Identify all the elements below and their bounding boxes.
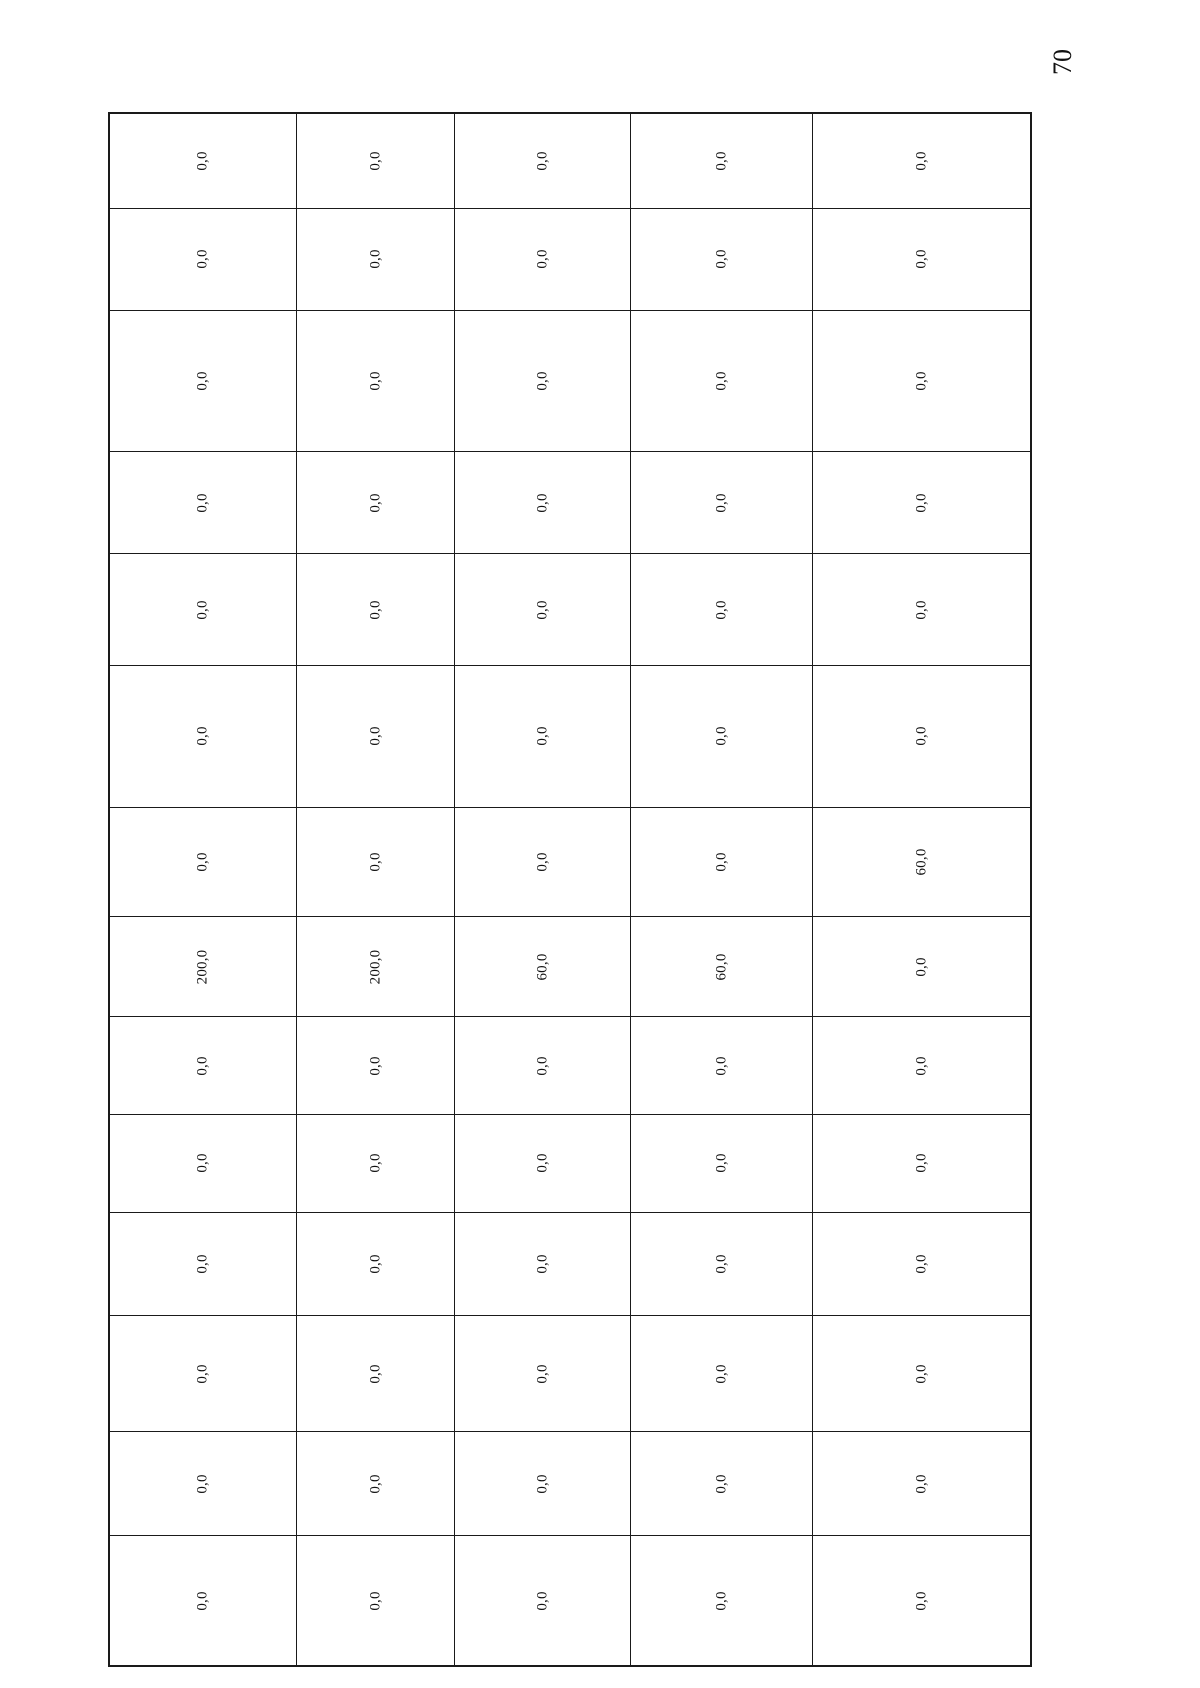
cell-value: 0,0: [534, 371, 550, 391]
table-cell: [631, 1213, 813, 1315]
table-cell: [455, 1536, 631, 1665]
table-cell: [455, 1316, 631, 1432]
table-cell: [813, 1316, 1030, 1432]
cell-value: 0,0: [534, 249, 550, 269]
cell-value: 0,0: [194, 1153, 211, 1174]
table-row: [110, 554, 1030, 666]
table-cell: [297, 554, 455, 665]
table-cell: [110, 1213, 297, 1315]
table-cell: [110, 808, 297, 917]
table-cell: [110, 1316, 297, 1432]
table-row: [110, 1213, 1030, 1316]
cell-value: 0,0: [713, 371, 729, 391]
cell-value: 0,0: [194, 493, 211, 513]
table-cell: [631, 1316, 813, 1432]
cell-value: 0,0: [913, 599, 929, 620]
table-cell: [813, 114, 1030, 208]
table-cell: [297, 209, 455, 310]
table-cell: [297, 1432, 455, 1535]
table-cell: [813, 1213, 1030, 1315]
table-cell: [455, 917, 631, 1016]
cell-value: 0,0: [534, 1590, 550, 1611]
cell-value: 0,0: [534, 1153, 550, 1174]
table-cell: [631, 1017, 813, 1114]
table-cell: [297, 917, 455, 1016]
cell-value: 0,0: [913, 1590, 929, 1611]
cell-value: 0,0: [194, 1055, 211, 1076]
table-cell: [110, 917, 297, 1016]
cell-value: 0,0: [194, 151, 211, 171]
table-cell: [110, 1115, 297, 1212]
cell-value: 0,0: [713, 1474, 729, 1494]
cell-value: 0,0: [194, 371, 211, 391]
cell-value: 0,0: [194, 726, 211, 746]
table-cell: [110, 1017, 297, 1114]
cell-value: 0,0: [713, 1055, 729, 1076]
cell-value: 60,0: [534, 953, 550, 981]
table-cell: [455, 666, 631, 807]
table-cell: [631, 917, 813, 1016]
table-cell: [455, 311, 631, 452]
table-cell: [110, 114, 297, 208]
table-cell: [297, 666, 455, 807]
table-cell: [813, 666, 1030, 807]
cell-value: 0,0: [534, 493, 550, 513]
cell-value: 0,0: [713, 1254, 729, 1274]
table-cell: [813, 917, 1030, 1016]
cell-value: 0,0: [913, 1474, 929, 1494]
cell-value: 0,0: [713, 1153, 729, 1174]
table-cell: [455, 554, 631, 665]
table-cell: [110, 554, 297, 665]
cell-value: 0,0: [913, 249, 929, 269]
data-table: [108, 112, 1032, 1667]
cell-value: 0,0: [194, 1363, 211, 1384]
table-cell: [110, 666, 297, 807]
cell-value: 0,0: [713, 1590, 729, 1611]
cell-value: 60,0: [713, 953, 729, 981]
table-cell: [297, 452, 455, 553]
table-cell: [813, 311, 1030, 452]
cell-value: 0,0: [713, 599, 729, 620]
page-number: 70: [1048, 49, 1077, 75]
table-cell: [455, 209, 631, 310]
cell-value: 0,0: [713, 726, 729, 746]
cell-value: 0,0: [534, 1363, 550, 1384]
cell-value: 0,0: [367, 852, 383, 872]
table-cell: [455, 808, 631, 917]
cell-value: 0,0: [367, 1363, 383, 1384]
table-row: [110, 311, 1030, 453]
table-cell: [813, 452, 1030, 553]
cell-value: 0,0: [194, 1590, 211, 1611]
cell-value: 0,0: [367, 1254, 383, 1274]
table-cell: [110, 1536, 297, 1665]
cell-value: 0,0: [534, 726, 550, 746]
table-cell: [631, 1115, 813, 1212]
table-row: [110, 1536, 1030, 1665]
table-cell: [297, 1115, 455, 1212]
cell-value: 0,0: [367, 1590, 383, 1611]
table-cell: [631, 1536, 813, 1665]
cell-value: 0,0: [713, 493, 729, 513]
table-cell: [813, 808, 1030, 917]
table-cell: [631, 209, 813, 310]
cell-value: 0,0: [194, 249, 211, 269]
table-cell: [631, 808, 813, 917]
cell-value: 0,0: [913, 726, 929, 746]
table-row: [110, 666, 1030, 808]
cell-value: 0,0: [367, 1474, 383, 1494]
table-cell: [631, 554, 813, 665]
table-cell: [455, 1115, 631, 1212]
cell-value: 200,0: [367, 949, 383, 985]
table-cell: [813, 1115, 1030, 1212]
table-cell: [297, 808, 455, 917]
cell-value: 0,0: [367, 151, 383, 171]
cell-value: 0,0: [367, 371, 383, 391]
table-cell: [455, 1432, 631, 1535]
table-cell: [631, 1432, 813, 1535]
cell-value: 0,0: [713, 1363, 729, 1384]
table-row: [110, 209, 1030, 311]
table-row: [110, 917, 1030, 1017]
cell-value: 0,0: [194, 599, 211, 620]
table-cell: [110, 311, 297, 452]
table-cell: [110, 1432, 297, 1535]
cell-value: 0,0: [367, 1153, 383, 1174]
cell-value: 0,0: [713, 249, 729, 269]
table-cell: [813, 209, 1030, 310]
table-cell: [631, 114, 813, 208]
table-cell: [631, 311, 813, 452]
table-cell: [297, 311, 455, 452]
cell-value: 0,0: [367, 1055, 383, 1076]
table-cell: [813, 1432, 1030, 1535]
cell-value: 0,0: [194, 1474, 211, 1494]
table-row: [110, 1017, 1030, 1115]
table-cell: [813, 554, 1030, 665]
cell-value: 0,0: [534, 1474, 550, 1494]
cell-value: 0,0: [367, 249, 383, 269]
table-cell: [455, 452, 631, 553]
cell-value: 0,0: [194, 1254, 211, 1274]
table-cell: [110, 452, 297, 553]
cell-value: 0,0: [367, 726, 383, 746]
cell-value: 0,0: [913, 493, 929, 513]
table-cell: [110, 209, 297, 310]
table-cell: [297, 1017, 455, 1114]
cell-value: 0,0: [913, 151, 929, 171]
table-cell: [455, 114, 631, 208]
table-row: [110, 114, 1030, 209]
table-row: [110, 808, 1030, 918]
table-cell: [297, 114, 455, 208]
cell-value: 0,0: [534, 1254, 550, 1274]
cell-value: 0,0: [534, 1055, 550, 1076]
cell-value: 0,0: [534, 151, 550, 171]
cell-value: 0,0: [913, 1363, 929, 1384]
cell-value: 0,0: [913, 957, 929, 977]
cell-value: 0,0: [913, 1055, 929, 1076]
cell-value: 0,0: [367, 599, 383, 620]
table-cell: [813, 1536, 1030, 1665]
cell-value: 0,0: [194, 852, 211, 872]
table-cell: [297, 1316, 455, 1432]
cell-value: 0,0: [913, 1254, 929, 1274]
cell-value: 0,0: [367, 493, 383, 513]
table-row: [110, 1115, 1030, 1213]
table-cell: [297, 1213, 455, 1315]
table-cell: [631, 452, 813, 553]
table-row: [110, 452, 1030, 554]
cell-value: 0,0: [713, 852, 729, 872]
cell-value: 0,0: [913, 371, 929, 391]
cell-value: 60,0: [913, 848, 929, 876]
cell-value: 0,0: [534, 599, 550, 620]
cell-value: 0,0: [913, 1153, 929, 1174]
table-row: [110, 1316, 1030, 1433]
cell-value: 0,0: [713, 151, 729, 171]
cell-value: 0,0: [534, 852, 550, 872]
cell-value: 200,0: [194, 949, 211, 985]
table-cell: [631, 666, 813, 807]
table-row: [110, 1432, 1030, 1536]
table-cell: [297, 1536, 455, 1665]
table-cell: [455, 1017, 631, 1114]
table-cell: [813, 1017, 1030, 1114]
table-cell: [455, 1213, 631, 1315]
